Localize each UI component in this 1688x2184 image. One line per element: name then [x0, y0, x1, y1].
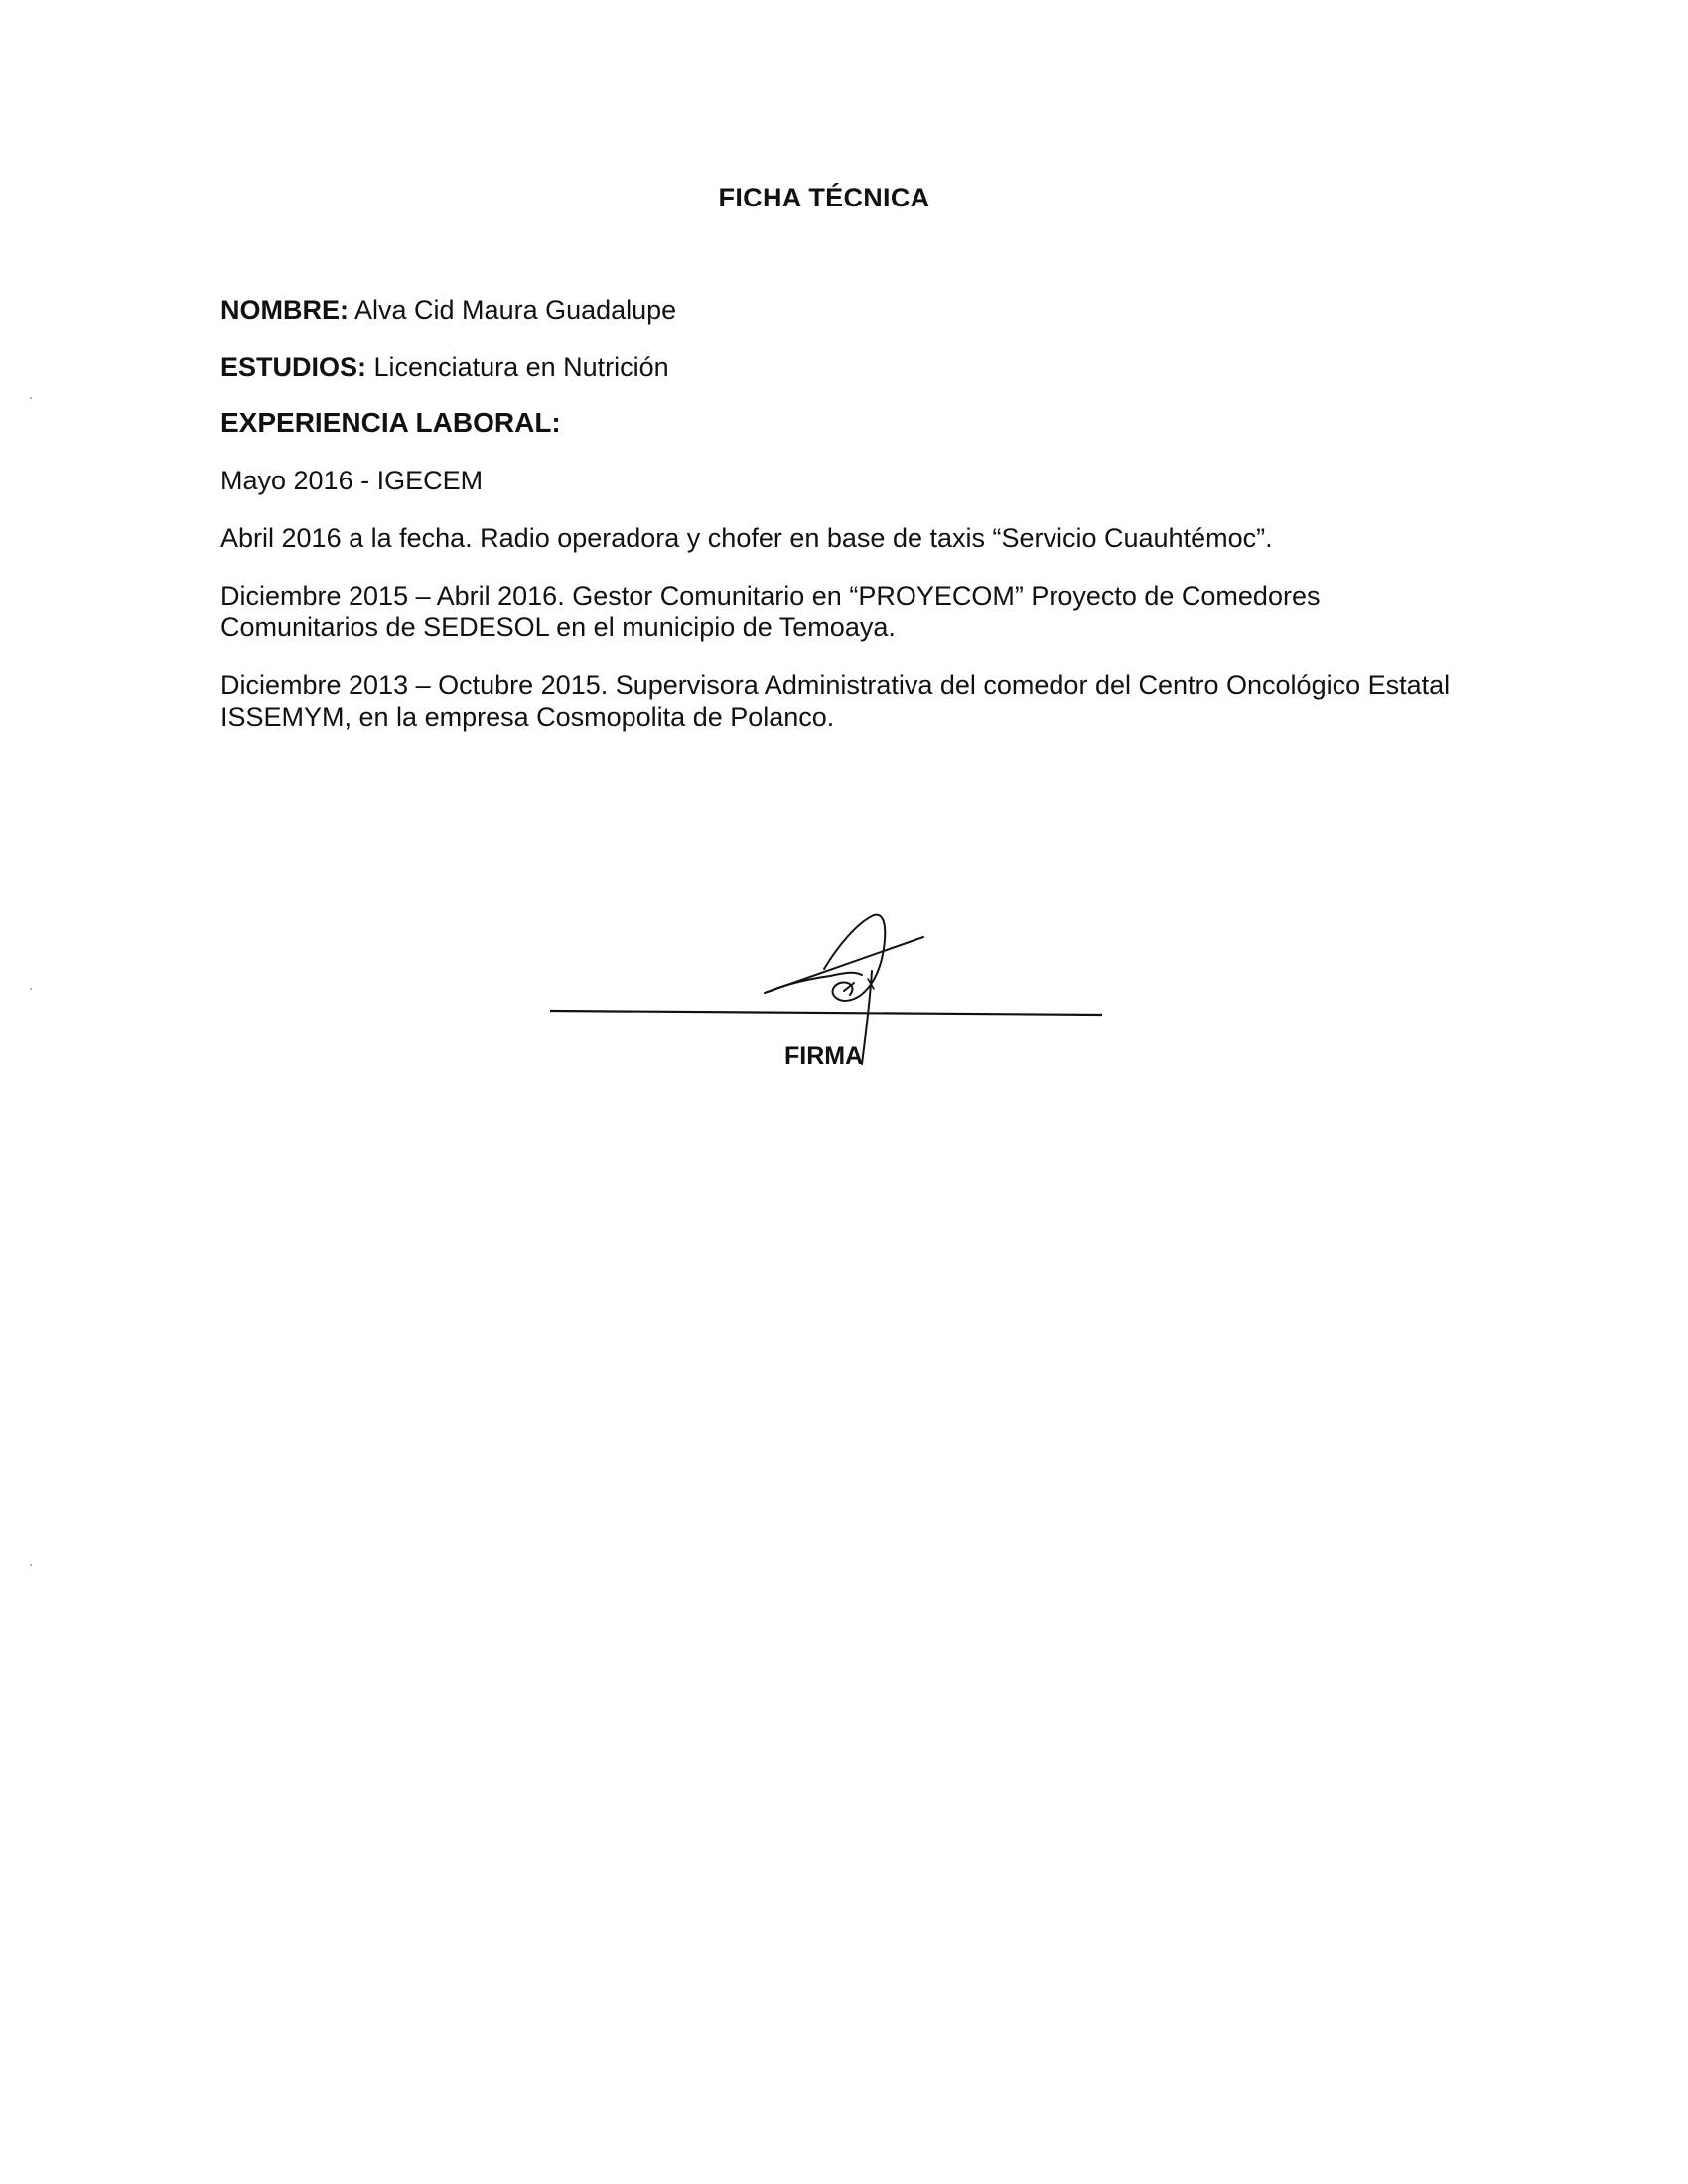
- estudios-label: ESTUDIOS:: [220, 352, 367, 382]
- experiencia-entry: Mayo 2016 - IGECEM: [220, 466, 484, 495]
- experiencia-entry: Diciembre 2015 – Abril 2016. Gestor Comunitario en “PROYECOM” Proyecto de Comedores Comunitarios de SEDESOL en el municipio de Temoaya.: [220, 581, 1321, 642]
- estudios-field: [220, 351, 669, 383]
- signature-block: [546, 893, 1122, 1092]
- scan-speck: [30, 397, 32, 399]
- experiencia-entry: Diciembre 2013 – Octubre 2015. Supervisora Administrativa del comedor del Centro Oncológico Estatal ISSEMYM, en la empresa Cosmopolita de Polanco.: [220, 670, 1451, 732]
- nombre-value: Alva Cid Maura Guadalupe: [354, 295, 677, 325]
- signature-line: [550, 1011, 1102, 1015]
- experiencia-heading: EXPERIENCIA LABORAL:: [220, 407, 561, 438]
- estudios-value: Licenciatura en Nutrición: [373, 352, 669, 382]
- experiencia-entry: Abril 2016 a la fecha. Radio operadora y chofer en base de taxis “Servicio Cuauhtémoc”.: [220, 523, 1273, 553]
- nombre-label: NOMBRE:: [220, 295, 349, 325]
- scan-speck: [30, 988, 32, 990]
- signature-label: FIRMA: [784, 1042, 864, 1070]
- scan-speck: [30, 1564, 32, 1566]
- document-title: FICHA TÉCNICA: [718, 183, 930, 212]
- nombre-field: [220, 294, 676, 326]
